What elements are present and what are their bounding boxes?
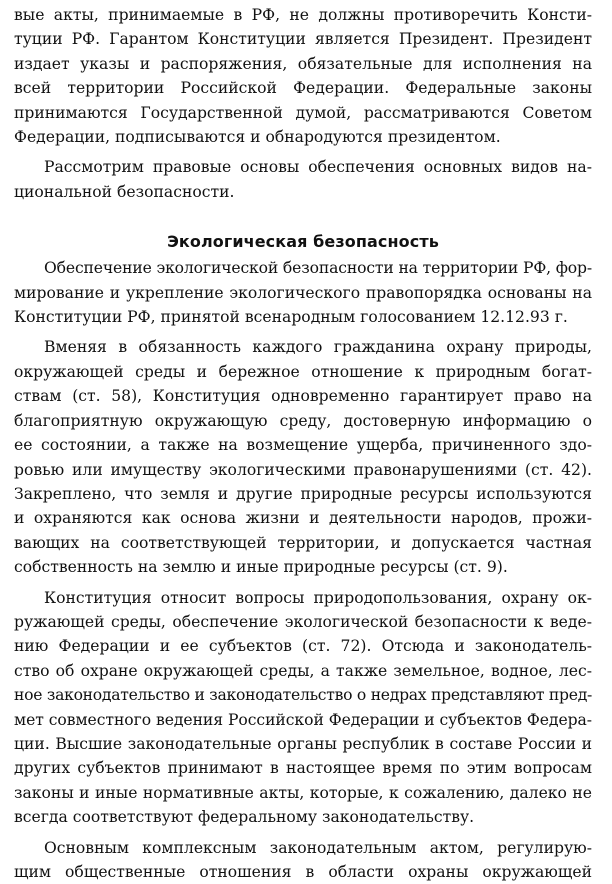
text-line: всегда соответствуют федеральному законодательству. (14, 808, 475, 827)
text-line: издает указы и распоряжения, обязательные для исполнения на (14, 54, 592, 73)
text-line: собственность на землю и иные природные ресурсы (ст. 9). (14, 558, 508, 577)
text-line: других субъектов принимают в настоящее время по этим вопросам (14, 759, 592, 778)
text-line: Обеспечение экологической безопасности на территории РФ, фор- (44, 259, 592, 278)
text-line: Конституции РФ, принятой всенародным голосованием 12.12.93 г. (14, 308, 568, 327)
text-line: Конституция относит вопросы природопользования, охрану ок- (44, 588, 592, 607)
paragraph-ecological-security (14, 256, 592, 329)
paragraph-constitution-acts (14, 3, 592, 149)
text-line: ствам (ст. 58), Конституция одновременно гарантирует право на (14, 387, 592, 406)
paragraph-joint-jurisdiction (14, 586, 592, 830)
text-line: законы и иные нормативные акты, которые, к сожалению, далеко не (14, 783, 592, 802)
paragraph-legal-foundations (14, 155, 592, 204)
document-page (14, 0, 592, 884)
text-line: щим общественные отношения в области охраны окружающей (14, 863, 592, 881)
text-line: вые акты, принимаемые в РФ, не должны противоречить Консти- (14, 6, 592, 24)
section-heading: Экологическая безопасность (167, 232, 439, 252)
text-line: ровью или имуществу экологическими правонарушениями (ст. 42). (14, 460, 592, 479)
text-line: туции РФ. Гарантом Конституции является Президент. Президент (14, 30, 592, 49)
text-line: циональной безопасности. (14, 182, 235, 201)
text-line: и охраняются как основа жизни и деятельности народов, прожи- (14, 509, 592, 528)
text-line: благоприятную окружающую среду, достоверную информацию о (14, 411, 592, 430)
text-line: принимаются Государственной думой, рассматриваются Советом (14, 103, 592, 122)
text-line: ружающей среды, обеспечение экологической безопасности к веде- (14, 612, 592, 631)
text-line: мирование и укрепление экологического правопорядка основаны на (14, 283, 592, 302)
paragraph-main-act (14, 836, 592, 884)
text-line: ее состоянии, а также на возмещение ущерба, причиненного здо- (14, 436, 592, 455)
text-line: всей территории Российской Федерации. Федеральные законы (14, 79, 592, 98)
text-line: ции. Высшие законодательные органы республик в составе России и (14, 734, 592, 753)
text-line: Федерации, подписываются и обнародуются президентом. (14, 128, 501, 147)
text-line: мет совместного ведения Российской Федерации и субъектов Федера- (14, 710, 592, 729)
text-line: вающих на соответствующей территории, и допускается частная (14, 533, 592, 552)
text-line: окружающей среды и бережное отношение к природным богат- (14, 362, 592, 381)
paragraph-citizen-duties (14, 335, 592, 579)
text-line: нию Федерации и ее субъектов (ст. 72). Отсюда и законодатель- (14, 637, 592, 656)
text-line: ство об охране окружающей среды, а также земельное, водное, лес- (14, 661, 592, 680)
text-line: ное законодательство и законодательство о недрах представляют пред- (14, 686, 592, 705)
text-line: Закреплено, что земля и другие природные ресурсы используются (14, 484, 592, 503)
text-line: Основным комплексным законодательным актом, регулирую- (44, 838, 592, 857)
text-line: Вменяя в обязанность каждого гражданина охрану природы, (44, 338, 592, 357)
text-line: Рассмотрим правовые основы обеспечения основных видов на- (44, 158, 592, 177)
